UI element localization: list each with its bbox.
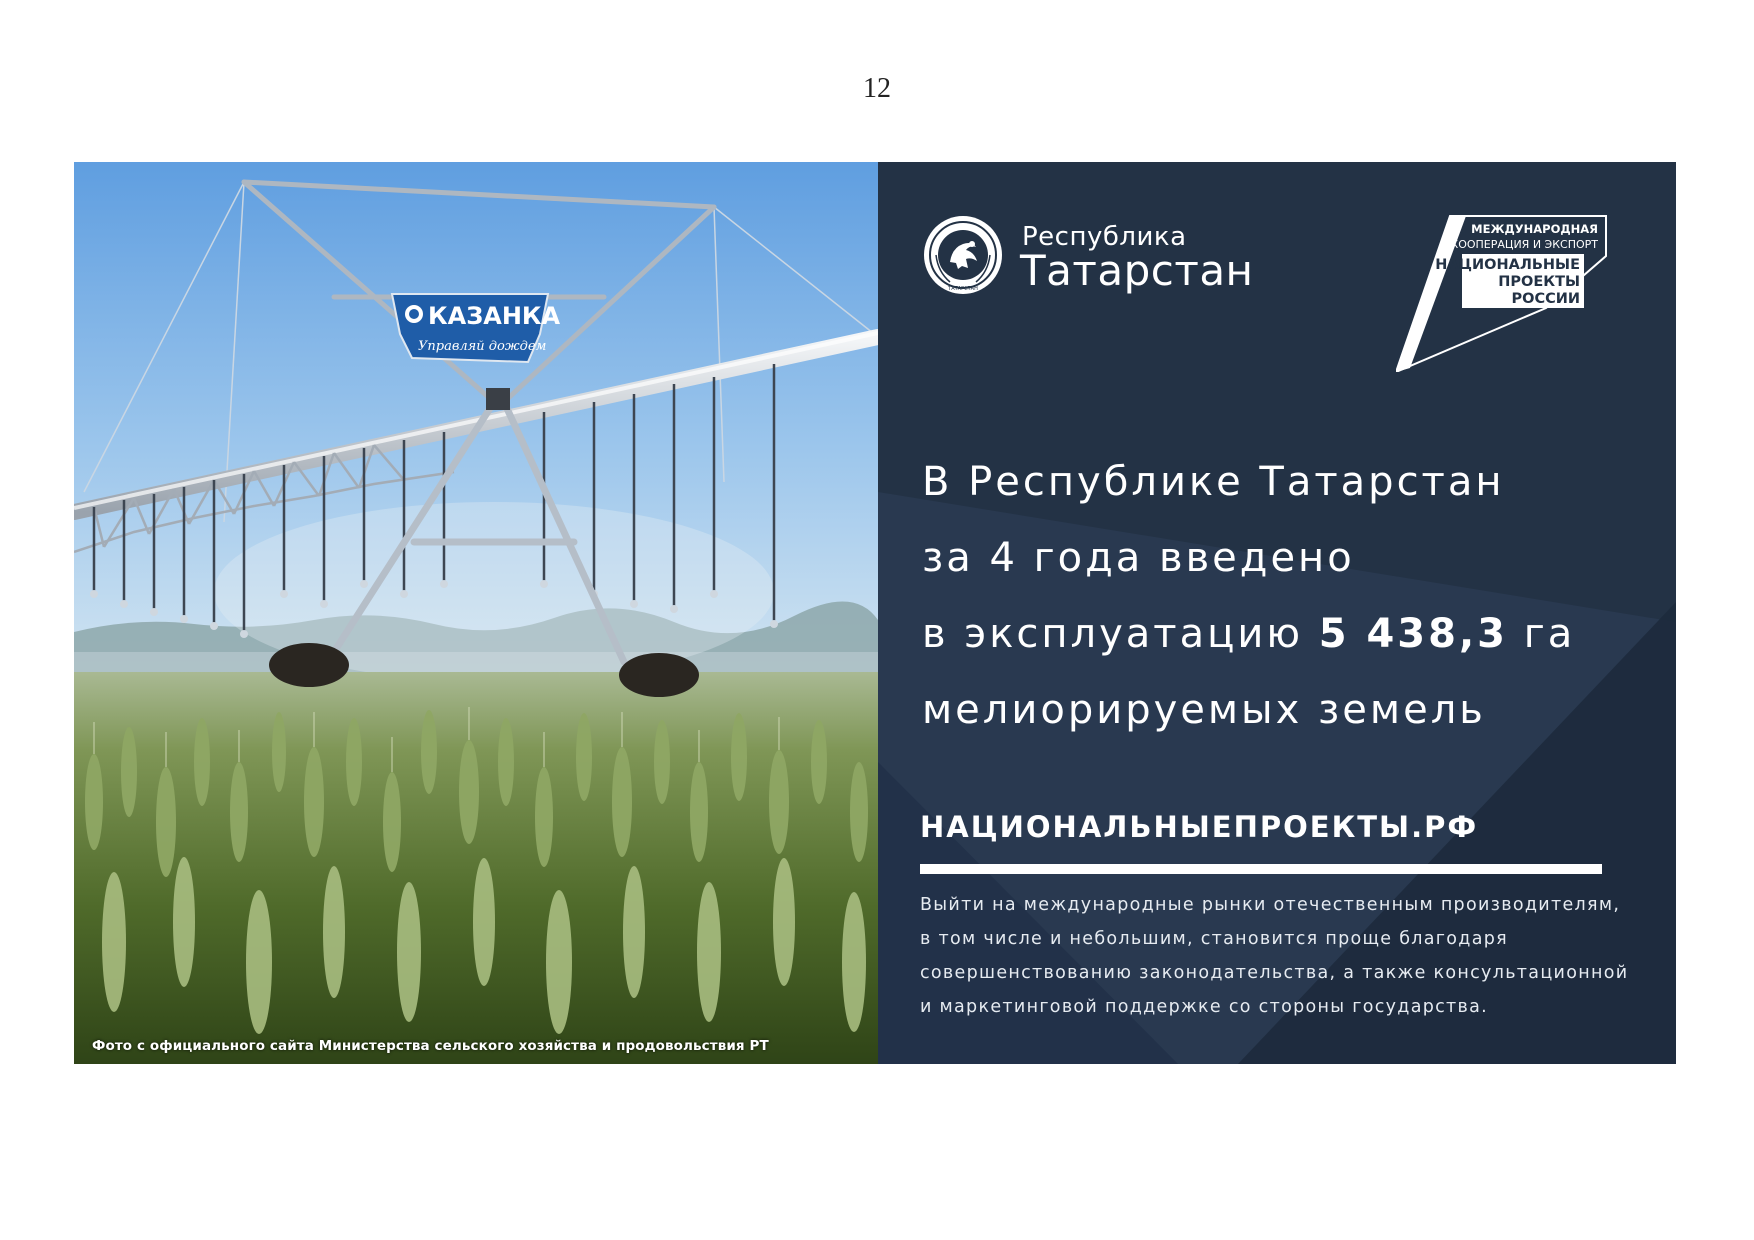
info-panel xyxy=(878,162,1676,1064)
description-line3: совершенствованию законодательства, а также консультационной xyxy=(920,963,1629,983)
np-line5: РОССИИ xyxy=(1511,291,1580,307)
national-projects-logo-icon xyxy=(1396,212,1616,372)
region-name-line1: Республика xyxy=(1022,222,1187,252)
sign-slogan: Управляй дождем xyxy=(418,339,547,354)
np-line2: КООПЕРАЦИЯ И ЭКСПОРТ xyxy=(1450,238,1598,251)
headline xyxy=(922,444,1642,748)
np-line1: МЕЖДУНАРОДНАЯ xyxy=(1471,222,1598,236)
headline-line3 xyxy=(922,596,1642,672)
photo-illustration xyxy=(74,162,878,1064)
headline-line3-prefix: в эксплуатацию xyxy=(922,611,1319,657)
headline-line3-suffix: га xyxy=(1508,611,1576,657)
tatarstan-emblem-icon xyxy=(922,214,1004,296)
headline-line4: мелиорируемых земель xyxy=(922,687,1486,733)
banner xyxy=(74,162,1676,1064)
photo-caption: Фото с официального сайта Министерства сельского хозяйства и продовольствия РТ xyxy=(92,1038,769,1054)
sign-brand: КАЗАНКА xyxy=(428,302,561,330)
emblem-text: ТАТАРСТАН xyxy=(948,286,978,292)
description-line4: и маркетинговой поддержке со стороны государства. xyxy=(920,997,1489,1017)
national-projects-site-link[interactable]: НАЦИОНАЛЬНЫЕПРОЕКТЫ.РФ xyxy=(920,810,1479,844)
description xyxy=(920,888,1640,1024)
region-name-line2: Татарстан xyxy=(1020,246,1254,295)
description-line2: в том числе и небольшим, становится проще благодаря xyxy=(920,929,1508,949)
np-line3: НАЦИОНАЛЬНЫЕ xyxy=(1435,257,1580,273)
kazanka-sign xyxy=(392,294,561,362)
np-line4: ПРОЕКТЫ xyxy=(1498,274,1580,290)
irrigation-photo xyxy=(74,162,878,1064)
page-number: 12 xyxy=(863,73,891,104)
headline-line1: В Республике Татарстан xyxy=(922,459,1505,505)
irrigated-area-value: 5 438,3 xyxy=(1318,611,1508,657)
description-line1: Выйти на международные рынки отечественным производителям, xyxy=(920,895,1621,915)
headline-line2: за 4 года введено xyxy=(922,535,1355,581)
underline-bar xyxy=(920,864,1602,874)
